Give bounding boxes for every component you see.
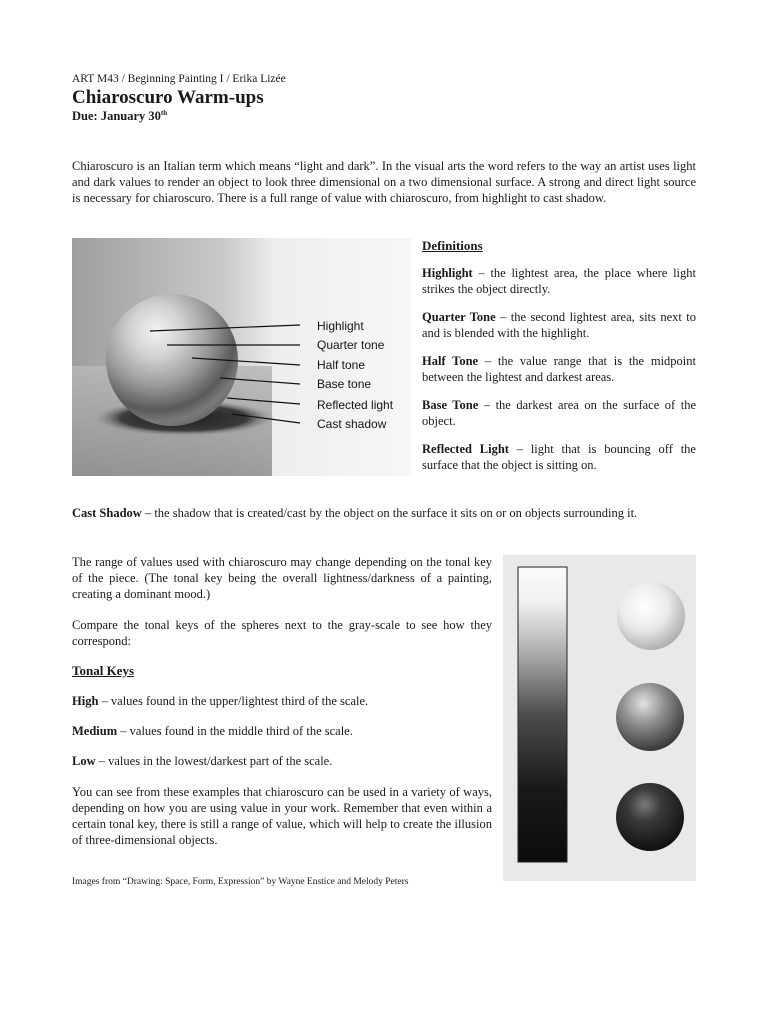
definition-text: – light that is bouncing off the surface that the object is sitting on. bbox=[422, 441, 696, 472]
due-date-text: Due: January 30 bbox=[72, 109, 161, 124]
tonal-key-text: – values found in the upper/lightest third of the scale. bbox=[98, 694, 369, 709]
definition-text: – the darkest area on the surface of the object. bbox=[422, 397, 696, 428]
label-base-tone: Base tone bbox=[317, 377, 372, 391]
tonal-key-compare: Compare the tonal keys of the spheres next to the gray-scale to see how they correspond: bbox=[72, 617, 492, 648]
term: Highlight bbox=[422, 266, 473, 280]
tonal-key-conclusion: You can see from these examples that chiaroscuro can be used in a variety of ways, depending on how you are using value in your work. Remember that even within a certain tonal key, there is still a range of value, which will help to create the illusion of three-dimensional objects. bbox=[72, 784, 492, 848]
term: Reflected Light bbox=[422, 441, 509, 456]
term: Quarter Tone bbox=[422, 309, 496, 324]
term: Base Tone bbox=[422, 397, 479, 412]
tonal-key-high bbox=[72, 693, 492, 709]
tonal-key-medium bbox=[72, 723, 492, 739]
due-date bbox=[72, 109, 167, 124]
sphere-value-diagram bbox=[72, 238, 411, 476]
label-cast-shadow: Cast shadow bbox=[317, 417, 387, 431]
tonal-key-spheres-figure bbox=[503, 555, 696, 881]
label-quarter-tone: Quarter tone bbox=[317, 338, 385, 352]
definition-text: – the shadow that is created/cast by the object on the surface it sits on or on objects surrounding it. bbox=[141, 506, 638, 520]
definitions-section bbox=[422, 238, 696, 485]
definitions-heading: Definitions bbox=[422, 238, 483, 253]
image-credit: Images from “Drawing: Space, Form, Expression” by Wayne Enstice and Melody Peters bbox=[72, 877, 409, 887]
definition-base-tone bbox=[422, 397, 696, 429]
tonal-key-section bbox=[72, 554, 492, 862]
definition-text: – the second lightest area, sits next to and is blended with the highlight. bbox=[422, 309, 696, 341]
label-highlight: Highlight bbox=[317, 319, 364, 333]
tonal-keys-heading: Tonal Keys bbox=[72, 663, 135, 679]
label-reflected-light: Reflected light bbox=[317, 398, 394, 412]
term: Medium bbox=[72, 724, 118, 739]
tonal-key-text: – values found in the middle third of the scale. bbox=[117, 724, 353, 739]
page-title: Chiaroscuro Warm-ups bbox=[72, 87, 264, 108]
term: High bbox=[72, 694, 99, 709]
definition-cast-shadow bbox=[72, 505, 696, 521]
tonal-key-intro: The range of values used with chiaroscuro may change depending on the tonal key of the piece. (The tonal key being the overall lightness/darkness of a painting, creating a dominant mood.) bbox=[72, 555, 492, 602]
definition-quarter-tone bbox=[422, 309, 696, 341]
tonal-key-text: – values in the lowest/darkest part of the scale. bbox=[95, 754, 333, 769]
definition-text: – the lightest area, the place where light strikes the object directly. bbox=[422, 266, 696, 297]
term: Half Tone bbox=[422, 353, 479, 368]
label-half-tone: Half tone bbox=[317, 358, 366, 372]
medium-key-sphere bbox=[616, 683, 684, 751]
definition-text: – the value range that is the midpoint between the lightest and darkest areas. bbox=[422, 353, 697, 385]
high-key-sphere bbox=[617, 582, 685, 650]
course-line: ART M43 / Beginning Painting I / Erika Lizée bbox=[72, 73, 286, 85]
low-key-sphere bbox=[616, 783, 684, 851]
grayscale-bar bbox=[518, 567, 567, 862]
due-date-suffix: th bbox=[160, 109, 168, 117]
tonal-key-low bbox=[72, 753, 492, 769]
term: Low bbox=[72, 754, 96, 769]
intro-paragraph: Chiaroscuro is an Italian term which means “light and dark”. In the visual arts the word refers to the way an artist uses light and dark values to render an object to look three dimensional on a two dimensional surface. A strong and direct light source is necessary for chiaroscuro. There is a full range of value with chiaroscuro, from highlight to cast shadow. bbox=[72, 159, 696, 206]
term: Cast Shadow bbox=[72, 506, 142, 520]
definition-half-tone bbox=[422, 353, 696, 385]
definition-highlight bbox=[422, 265, 696, 297]
definition-reflected-light bbox=[422, 441, 696, 473]
